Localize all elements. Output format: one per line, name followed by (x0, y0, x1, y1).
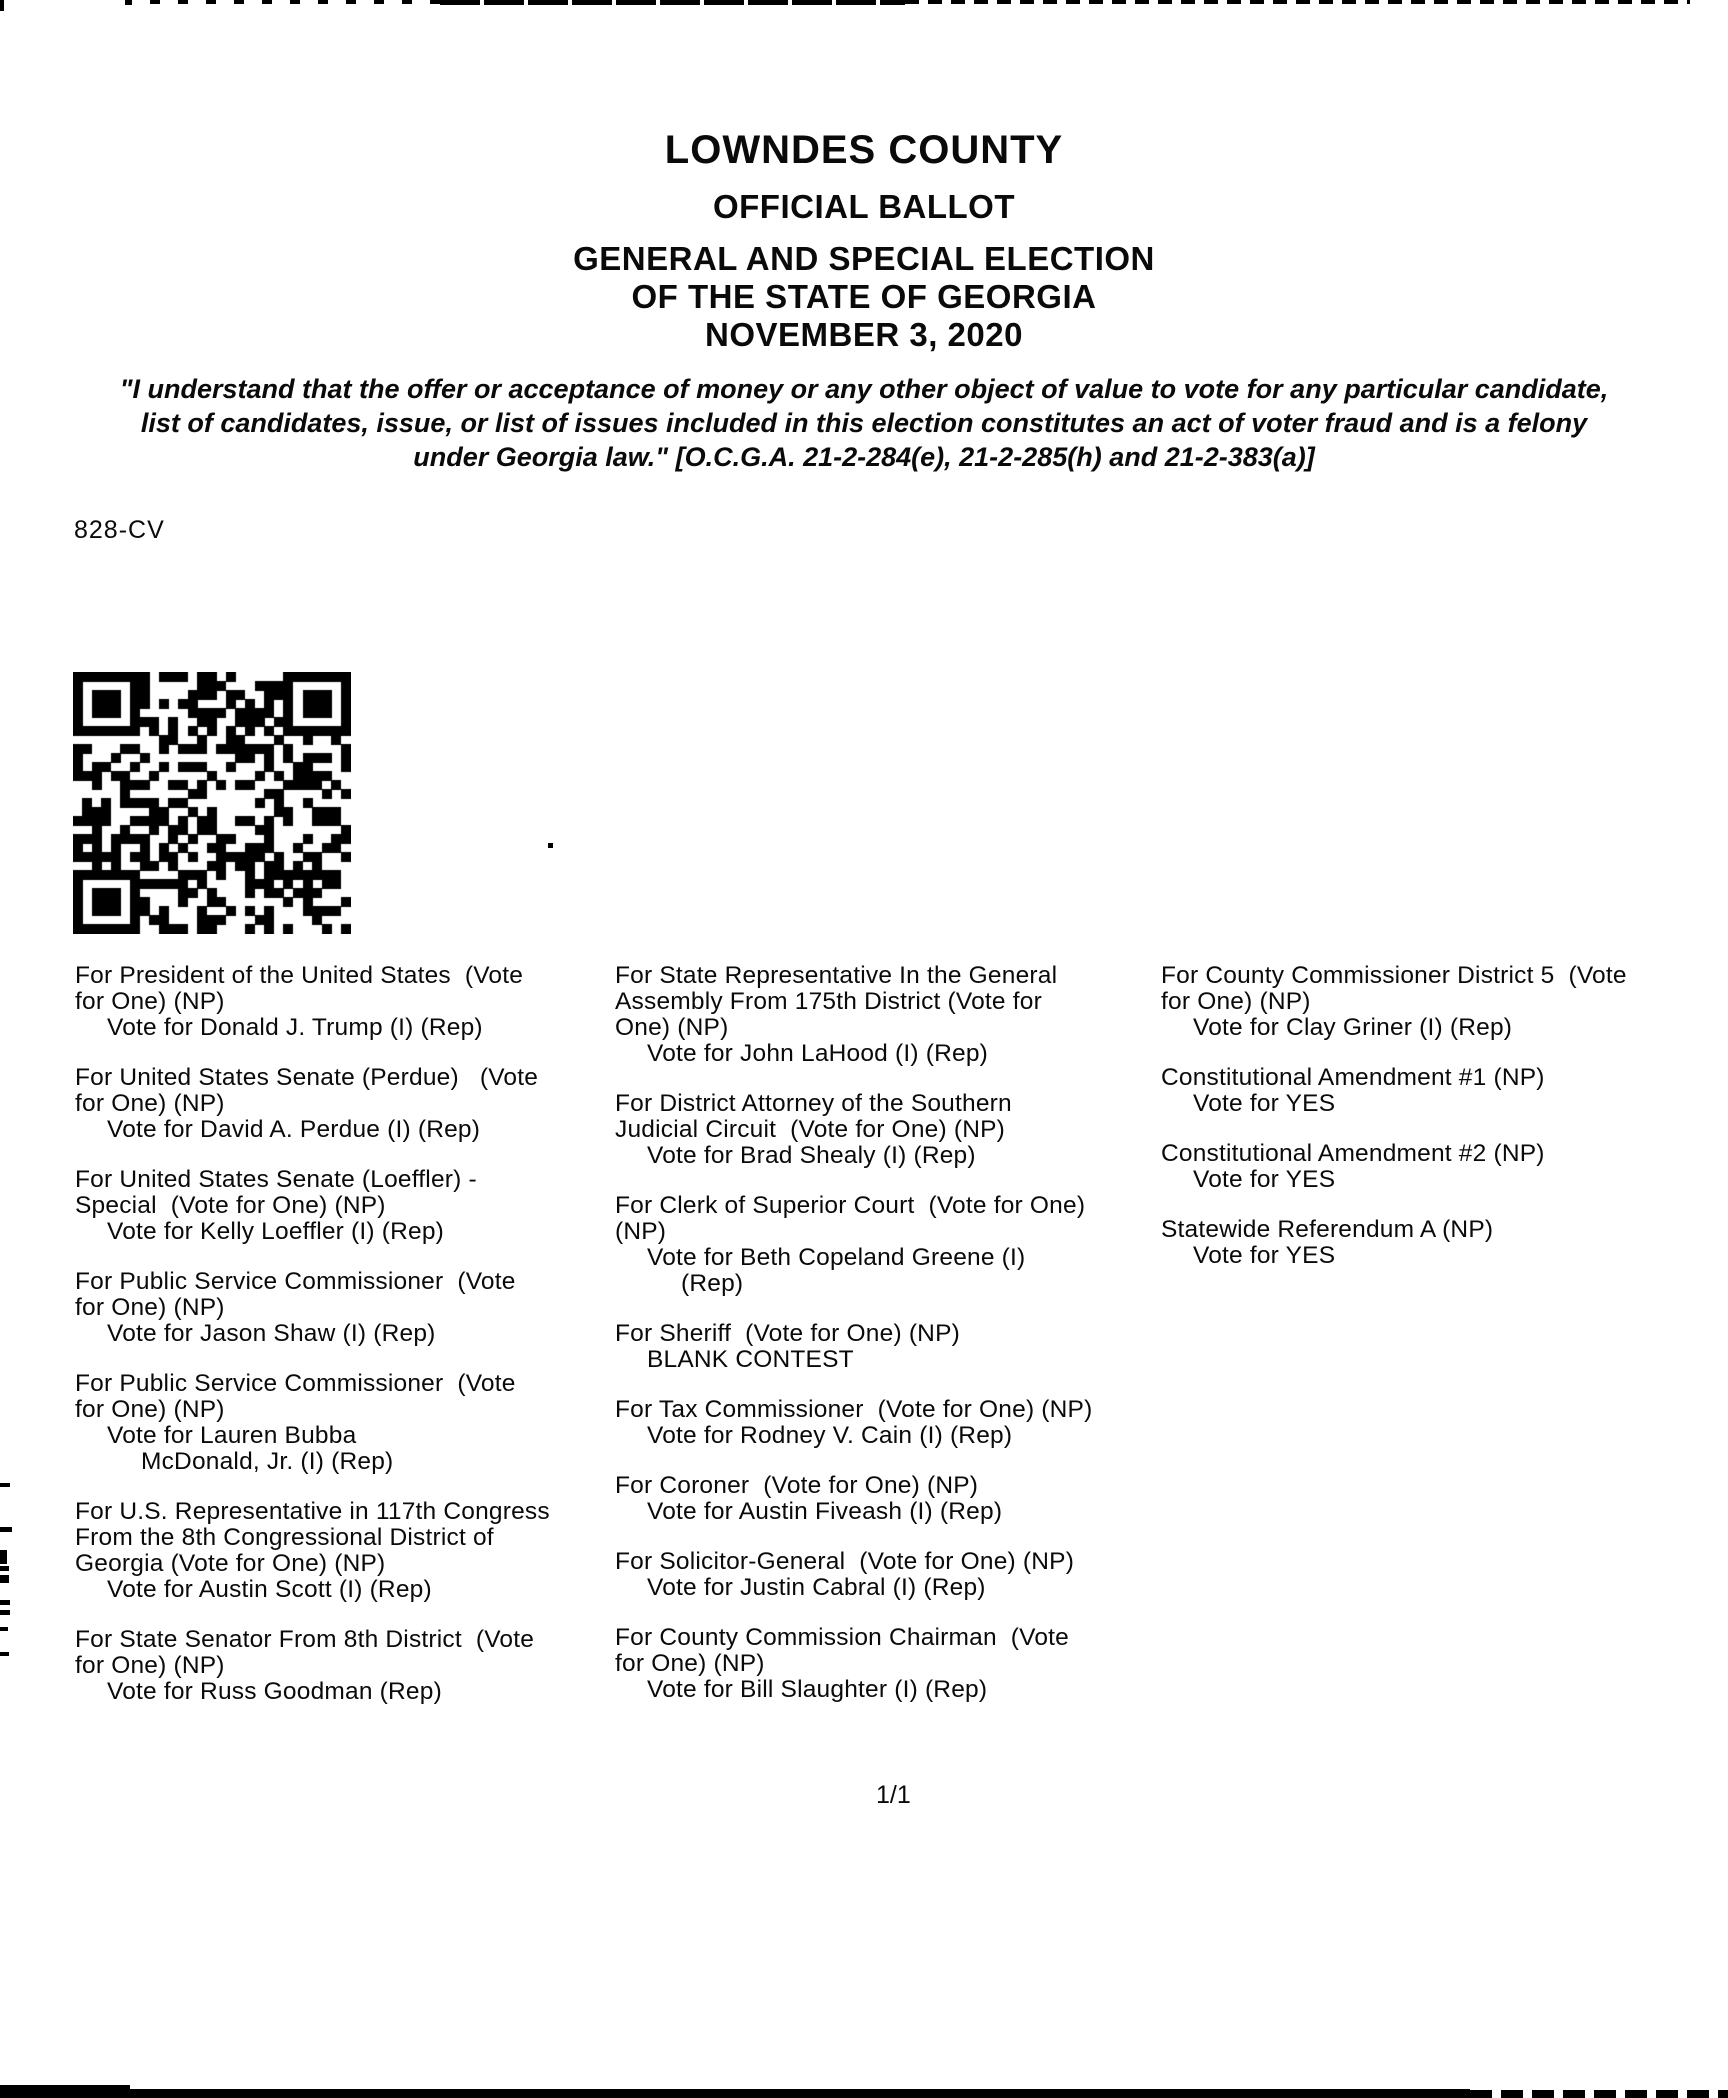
contest-block (75, 1167, 615, 1245)
contest-title-line: For State Senator From 8th District (Vote (75, 1626, 535, 1653)
vote-line: Vote for David A. Perdue (I) (Rep) (107, 1116, 481, 1143)
election-title-line: NOVEMBER 3, 2020 (705, 316, 1023, 353)
contest-title-line: For Tax Commissioner (Vote for One) (NP) (615, 1396, 1093, 1423)
contest-block (75, 1269, 615, 1347)
contest-title-line: for One) (NP) (75, 988, 225, 1015)
disclaimer-line: under Georgia law." [O.C.G.A. 21-2-284(e), 21-2-285(h) and 21-2-383(a)] (413, 442, 1315, 472)
page-number: 1/1 (876, 1781, 911, 1809)
vote-line: Vote for Jason Shaw (I) (Rep) (107, 1320, 436, 1347)
scan-artifact-left-tick (0, 1652, 9, 1656)
contest-title-line: for One) (NP) (1161, 988, 1311, 1015)
vote-line: Vote for Donald J. Trump (I) (Rep) (107, 1014, 483, 1041)
vote-line: (Rep) (681, 1270, 744, 1297)
contest-title-line: Judicial Circuit (Vote for One) (NP) (615, 1116, 1005, 1143)
vote-line: Vote for YES (1193, 1166, 1336, 1193)
vote-line: McDonald, Jr. (I) (Rep) (141, 1448, 394, 1475)
contest-title-line: From the 8th Congressional District of (75, 1524, 494, 1551)
contest-title-line: for One) (NP) (75, 1294, 225, 1321)
scan-artifact-left-tick (0, 1550, 7, 1564)
scan-artifact-left-tick (0, 1566, 9, 1571)
scan-artifact-left-tick (0, 1610, 10, 1615)
disclaimer-line: "I understand that the offer or acceptance of money or any other object of value to vote for any particular candidate, (119, 374, 1609, 404)
contest-block (75, 1065, 615, 1143)
scan-artifact-left-tick (0, 1575, 9, 1583)
contest-title-line: for One) (NP) (615, 1650, 765, 1677)
contest-block (615, 1321, 1160, 1373)
contest-title-line: For District Attorney of the Southern (615, 1090, 1012, 1117)
contest-column-3 (1161, 963, 1728, 1293)
vote-line: Vote for Clay Griner (I) (Rep) (1193, 1014, 1513, 1041)
scan-artifact-left-tick (0, 1483, 10, 1487)
scan-artifact-top-left (0, 0, 4, 11)
vote-line: Vote for Rodney V. Cain (I) (Rep) (647, 1422, 1013, 1449)
contest-title-line: (NP) (615, 1218, 667, 1245)
vote-line: Vote for Beth Copeland Greene (I) (647, 1244, 1026, 1271)
election-title-line: OF THE STATE OF GEORGIA (631, 278, 1097, 315)
ballot-type-title: OFFICIAL BALLOT (712, 188, 1016, 225)
contest-title-line: For Public Service Commissioner (Vote (75, 1370, 516, 1397)
contest-title-line: Special (Vote for One) (NP) (75, 1192, 386, 1219)
contest-title-line: for One) (NP) (75, 1652, 225, 1679)
contest-title-line: For State Representative In the General (615, 962, 1058, 989)
scan-artifact-left-tick (0, 1627, 8, 1631)
contest-column-1 (75, 963, 615, 1729)
contest-block (75, 963, 615, 1041)
contest-title-line: Georgia (Vote for One) (NP) (75, 1550, 386, 1577)
contest-title-line: For Coroner (Vote for One) (NP) (615, 1472, 979, 1499)
contest-block (615, 1397, 1160, 1449)
contest-block (615, 1473, 1160, 1525)
contest-title-line: For United States Senate (Loeffler) - (75, 1166, 477, 1193)
ballot-style-code: 828-CV (74, 516, 165, 544)
contest-title-line: for One) (NP) (75, 1090, 225, 1117)
contest-block (615, 1549, 1160, 1601)
vote-line: Vote for Brad Shealy (I) (Rep) (647, 1142, 976, 1169)
contest-title-line: For Solicitor-General (Vote for One) (NP) (615, 1548, 1075, 1575)
contest-block (1161, 1141, 1728, 1193)
contest-title-line: Constitutional Amendment #2 (NP) (1161, 1140, 1545, 1167)
contest-block (75, 1627, 615, 1705)
contest-block (615, 1193, 1160, 1297)
scan-artifact-top-edge (905, 0, 1690, 4)
contest-title-line: Constitutional Amendment #1 (NP) (1161, 1064, 1545, 1091)
disclaimer-line: list of candidates, issue, or list of issues included in this election constitutes an act of voter fraud and is a felony (140, 408, 1588, 438)
vote-line: Vote for Austin Fiveash (I) (Rep) (647, 1498, 1003, 1525)
vote-line: BLANK CONTEST (647, 1346, 854, 1373)
contest-title-line: For Public Service Commissioner (Vote (75, 1268, 516, 1295)
scan-artifact-left-tick (0, 1527, 12, 1532)
scan-artifact-left-tick (0, 1600, 10, 1605)
contest-column-2 (615, 963, 1160, 1727)
county-title: LOWNDES COUNTY (664, 128, 1064, 172)
contest-block (615, 963, 1160, 1067)
contest-title-line: for One) (NP) (75, 1396, 225, 1423)
contest-block (615, 1091, 1160, 1169)
vote-line: Vote for YES (1193, 1242, 1336, 1269)
vote-line: Vote for Bill Slaughter (I) (Rep) (647, 1676, 988, 1703)
scan-artifact-top-edge (440, 0, 905, 5)
contest-title-line: For U.S. Representative in 117th Congress (75, 1498, 550, 1525)
scan-artifact-bottom-edge (1470, 2090, 1728, 2098)
contest-block (1161, 1065, 1728, 1117)
scan-artifact-dash (125, 0, 132, 5)
vote-line: Vote for Russ Goodman (Rep) (107, 1678, 442, 1705)
contest-title-line: One) (NP) (615, 1014, 729, 1041)
contest-title-line: For United States Senate (Perdue) (Vote (75, 1064, 539, 1091)
contest-title-line: Assembly From 175th District (Vote for (615, 988, 1042, 1015)
vote-line: Vote for Austin Scott (I) (Rep) (107, 1576, 432, 1603)
scan-artifact-bottom-edge (0, 2089, 1470, 2098)
contest-title-line: For Clerk of Superior Court (Vote for One) (615, 1192, 1086, 1219)
vote-line: Vote for Lauren Bubba (107, 1422, 357, 1449)
contest-block (75, 1499, 615, 1603)
contest-block (1161, 1217, 1728, 1269)
vote-line: Vote for YES (1193, 1090, 1336, 1117)
contest-title-line: For County Commissioner District 5 (Vote (1161, 962, 1627, 989)
contest-title-line: Statewide Referendum A (NP) (1161, 1216, 1494, 1243)
election-title-line: GENERAL AND SPECIAL ELECTION (573, 240, 1155, 277)
scan-artifact-dot (548, 843, 553, 848)
vote-line: Vote for Kelly Loeffler (I) (Rep) (107, 1218, 445, 1245)
contest-title-line: For President of the United States (Vote (75, 962, 524, 989)
contest-title-line: For Sheriff (Vote for One) (NP) (615, 1320, 960, 1347)
contest-block (75, 1371, 615, 1475)
election-title (0, 240, 1728, 354)
vote-line: Vote for Justin Cabral (I) (Rep) (647, 1574, 986, 1601)
contest-block (1161, 963, 1728, 1041)
contest-block (615, 1625, 1160, 1703)
voter-fraud-disclaimer (0, 372, 1728, 474)
vote-line: Vote for John LaHood (I) (Rep) (647, 1040, 989, 1067)
scan-artifact-top-edge (150, 0, 440, 4)
qr-code (73, 672, 351, 934)
contest-title-line: For County Commission Chairman (Vote (615, 1624, 1069, 1651)
